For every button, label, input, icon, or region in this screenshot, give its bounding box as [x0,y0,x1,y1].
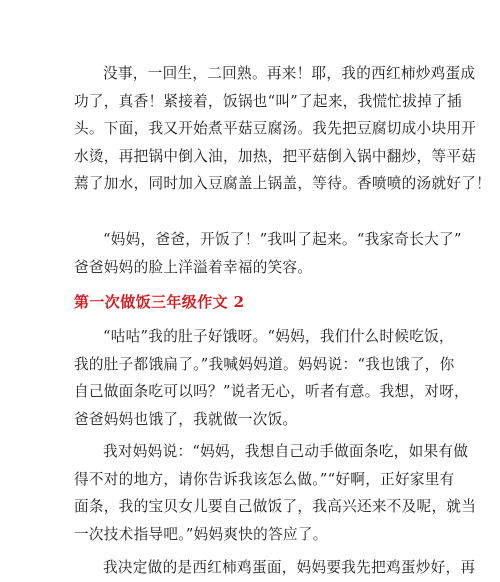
text-line: 头。下面，我又开始煮平菇豆腐汤。我先把豆腐切成小块用开 [74,120,477,137]
text-line: 没事，一回生，二回熟。再来！耶，我的西红柿炒鸡蛋成 [103,65,476,82]
text-line: 爸爸妈妈也饿了，我就做一次饭。 [74,410,298,428]
text-line: “咕咕”我的肚子好饿呀。“妈妈，我们什么时候吃饭， [103,328,454,345]
text-line: 自己做面条吃可以吗？”说者无心，听者有意。我想，对呀， [74,383,470,400]
paragraph-1 [74,60,492,198]
text-line: 水烫，再把锅中倒入油，加热，把平菇倒入锅中翻炒，等平菇 [74,147,477,165]
text-line: 我的肚子都饿扁了。”我喊妈妈道。妈妈说：“我也饿了，你 [74,355,455,373]
paragraph-4 [74,438,477,548]
text-line: “妈妈，爸爸，开饭了！”我叫了起来。“我家奇长大了” [103,231,462,248]
text-line: 得不对的地方，请你告诉我该怎么做。”“好啊，正好家里有 [74,470,455,488]
text-line: 爸爸妈妈的脸上洋溢着幸福的笑容。 [74,258,313,276]
text-line: 一次技术指导吧。”妈妈爽快的答应了。 [74,525,328,543]
text-line: 蔫了加水，同时加入豆腐盖上锅盖，等待。香喷喷的汤就好了！ [74,175,492,192]
text-line: 我对妈妈说：“妈妈，我想自己动手做面条吃，如果有做 [103,443,469,460]
paragraph-2 [74,226,462,281]
text-line: 面条，我的宝贝女儿要自己做饭了，我高兴还来不及呢，就当 [74,498,477,515]
paragraph-5 [74,554,476,582]
paragraph-3 [74,323,470,433]
text-line: 功了，真香！紧接着，饭锅也“叫”了起来，我慌忙拔掉了插 [74,92,462,110]
section-heading: 第一次做饭三年级作文 2 [74,293,245,311]
text-line: 我决定做的是西红柿鸡蛋面，妈妈要我先把鸡蛋炒好，再 [103,559,476,576]
